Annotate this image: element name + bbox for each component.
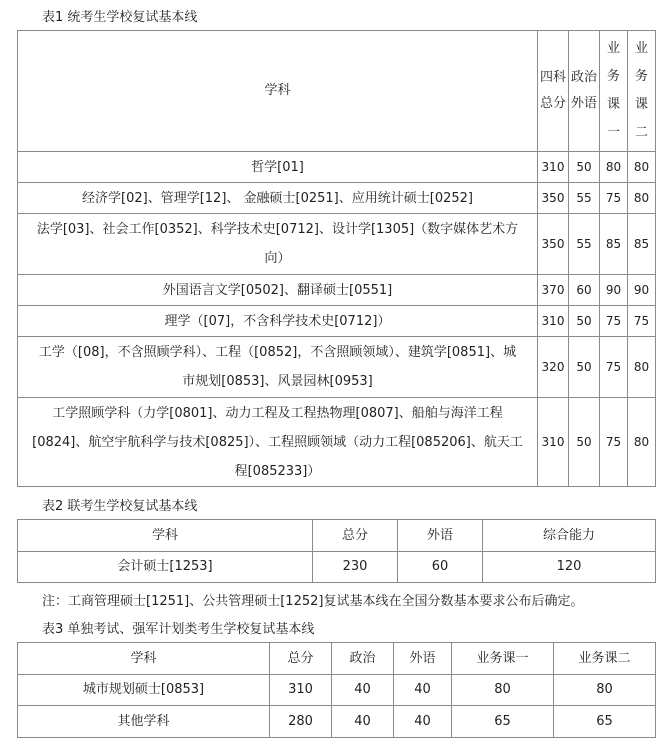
- t1-cell-subject: [18, 214, 538, 275]
- t1-cell-subject-line: 理学（[07]，不含科学技术史[0712]）: [164, 313, 391, 329]
- t1-cell-subject: [18, 183, 538, 214]
- table1-caption: 表1 统考生学校复试基本线: [42, 10, 198, 25]
- t1-cell-course-2: 80: [628, 183, 656, 214]
- header-course-2: [628, 31, 656, 152]
- t1-cell-subject-line: 向）: [264, 251, 291, 266]
- t3-header-language: 外语: [394, 643, 452, 675]
- table-row: [18, 337, 656, 398]
- table-row: [18, 152, 656, 183]
- table3: [17, 642, 656, 738]
- t1-cell-course-2: 90: [628, 275, 656, 306]
- t2-header-language: 外语: [398, 520, 483, 552]
- t1-cell-course-1: 90: [600, 275, 628, 306]
- t1-cell-total: 350: [538, 214, 569, 275]
- t1-cell-subject: [18, 152, 538, 183]
- t1-cell-politics-language: 50: [569, 306, 600, 337]
- header-course-2-char: 二: [634, 125, 648, 140]
- t1-cell-course-1: 80: [600, 152, 628, 183]
- table-row: [18, 306, 656, 337]
- t1-cell-politics-language: 60: [569, 275, 600, 306]
- t3-cell-subject: 城市规划硕士[0853]: [18, 675, 270, 706]
- table-row: [18, 275, 656, 306]
- t1-cell-course-2: 75: [628, 306, 656, 337]
- table-row: [18, 675, 656, 706]
- t1-cell-course-2: 85: [628, 214, 656, 275]
- table1: [17, 30, 656, 487]
- t1-cell-course-2: 80: [628, 398, 656, 487]
- t1-cell-subject-line: 市规划[0853]、风景园林[0953]: [182, 374, 373, 389]
- header-politics-line: 政治: [570, 70, 597, 85]
- t3-cell-subject: 其他学科: [18, 706, 270, 738]
- t1-cell-subject: [18, 337, 538, 398]
- t3-header-total: 总分: [270, 643, 332, 675]
- t3-header-subject: 学科: [18, 643, 270, 675]
- table2-header-row: [18, 520, 656, 552]
- table2-caption: 表2 联考生学校复试基本线: [42, 499, 198, 514]
- table-row: [18, 552, 656, 583]
- t1-cell-subject-line: 法学[03]、社会工作[0352]、科学技术史[0712]、设计学[1305]（数字媒体艺术方: [36, 222, 519, 237]
- t1-cell-subject: [18, 398, 538, 487]
- header-politics-line: 外语: [570, 96, 597, 111]
- t2-cell-language: 60: [398, 552, 483, 583]
- t1-cell-politics-language: 55: [569, 183, 600, 214]
- t1-cell-course-1: 75: [600, 306, 628, 337]
- header-course-1: [600, 31, 628, 152]
- t2-header-subject: 学科: [18, 520, 313, 552]
- t2-header-total: 总分: [313, 520, 398, 552]
- t1-cell-total: 310: [538, 152, 569, 183]
- t3-cell-politics: 40: [332, 675, 394, 706]
- t1-cell-subject-line: 工学（[08]，不含照顾学科）、工程（[0852]，不含照顾领域）、建筑学[0851]、城: [38, 345, 517, 360]
- t3-cell-total: 280: [270, 706, 332, 738]
- t1-cell-total: 320: [538, 337, 569, 398]
- t1-cell-course-2: 80: [628, 152, 656, 183]
- table-row: [18, 183, 656, 214]
- t2-cell-comprehensive: 120: [483, 552, 656, 583]
- t1-cell-politics-language: 50: [569, 337, 600, 398]
- header-course-1-char: 课: [606, 97, 620, 112]
- t1-cell-subject: [18, 306, 538, 337]
- header-course-1-char: 务: [606, 69, 620, 84]
- t1-cell-subject-line: [0824]、航空宇航科学与技术[0825]）、工程照顾领域（动力工程[085206]、航天工: [32, 434, 523, 450]
- t3-cell-course-2: 80: [554, 675, 656, 706]
- t1-cell-politics-language: 55: [569, 214, 600, 275]
- t1-cell-course-2: 80: [628, 337, 656, 398]
- t1-cell-total: 310: [538, 398, 569, 487]
- t1-cell-total: 350: [538, 183, 569, 214]
- t2-cell-subject: 会计硕士[1253]: [18, 552, 313, 583]
- t1-cell-politics-language: 50: [569, 398, 600, 487]
- t1-cell-subject-line: 工学照顾学科（力学[0801]、动力工程及工程热物理[0807]、船舶与海洋工程: [52, 405, 503, 421]
- header-total-line: 四科: [539, 70, 566, 85]
- table1-header-row: [18, 31, 656, 152]
- t3-cell-total: 310: [270, 675, 332, 706]
- table3-header-row: [18, 643, 656, 675]
- t1-cell-total: 310: [538, 306, 569, 337]
- header-course-2-char: 课: [634, 97, 648, 112]
- header-subject: 学科: [18, 31, 538, 152]
- note-text: 注：工商管理硕士[1251]、公共管理硕士[1252]复试基本线在全国分数基本要求公布后确定。: [42, 594, 584, 609]
- header-course-2-char: 业: [634, 41, 648, 56]
- t3-cell-language: 40: [394, 675, 452, 706]
- t1-cell-total: 370: [538, 275, 569, 306]
- t2-header-comprehensive: 综合能力: [483, 520, 656, 552]
- header-course-1-char: 业: [606, 41, 620, 56]
- t3-cell-language: 40: [394, 706, 452, 738]
- header-course-1-char: 一: [606, 125, 620, 140]
- t1-cell-course-1: 75: [600, 398, 628, 487]
- t1-cell-course-1: 85: [600, 214, 628, 275]
- t1-cell-subject-line: 哲学[01]: [251, 159, 304, 175]
- t1-cell-subject-line: 程[085233]）: [234, 463, 321, 479]
- table-row: [18, 706, 656, 738]
- t1-cell-subject-line: 外国语言文学[0502]、翻译硕士[0551]: [162, 282, 393, 298]
- t1-cell-course-1: 75: [600, 337, 628, 398]
- header-total-line: 总分: [539, 96, 566, 111]
- t1-cell-subject: [18, 275, 538, 306]
- t3-header-course-1: 业务课一: [452, 643, 554, 675]
- header-total: [538, 31, 569, 152]
- t3-cell-course-1: 80: [452, 675, 554, 706]
- table-row: [18, 214, 656, 275]
- t1-cell-course-1: 75: [600, 183, 628, 214]
- header-politics-language: [569, 31, 600, 152]
- t2-cell-total: 230: [313, 552, 398, 583]
- t3-header-politics: 政治: [332, 643, 394, 675]
- t1-cell-subject-line: 经济学[02]、管理学[12]、 金融硕士[0251]、应用统计硕士[0252]: [82, 190, 473, 206]
- t3-header-course-2: 业务课二: [554, 643, 656, 675]
- header-course-2-char: 务: [634, 69, 648, 84]
- table2: [17, 519, 656, 583]
- t3-cell-course-2: 65: [554, 706, 656, 738]
- table3-caption: 表3 单独考试、强军计划类考生学校复试基本线: [42, 622, 315, 637]
- t1-cell-politics-language: 50: [569, 152, 600, 183]
- t3-cell-politics: 40: [332, 706, 394, 738]
- table-row: [18, 398, 656, 487]
- t3-cell-course-1: 65: [452, 706, 554, 738]
